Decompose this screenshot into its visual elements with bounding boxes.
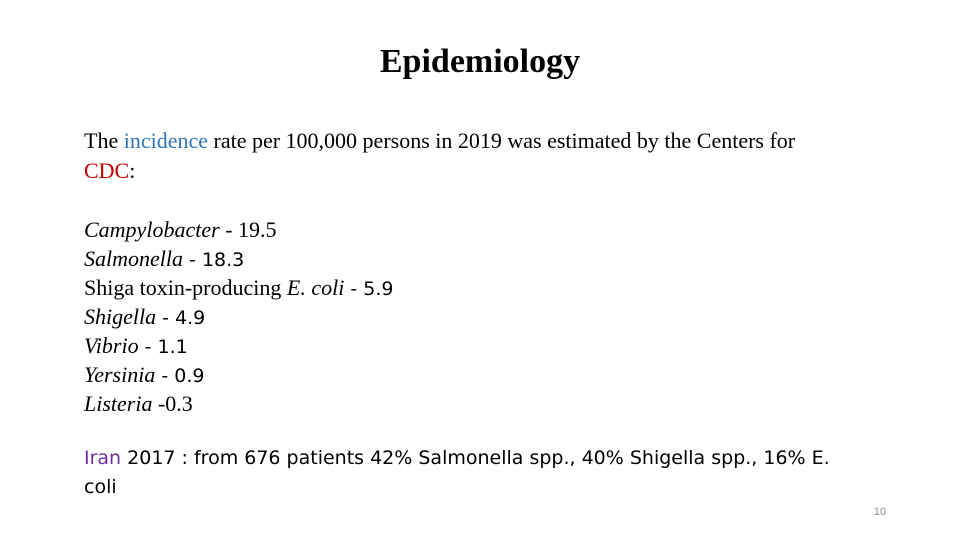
list-item <box>84 215 844 244</box>
rate-value: 19.5 <box>237 217 277 242</box>
rate-value: 18.3 <box>201 249 245 271</box>
separator: - <box>344 278 364 300</box>
list-item <box>84 302 844 331</box>
rate-value: 0.9 <box>174 365 205 387</box>
list-item <box>84 244 844 273</box>
incidence-term: incidence <box>123 128 208 153</box>
separator: - <box>152 391 166 416</box>
list-item <box>84 331 844 360</box>
intro-text-3: : <box>129 158 136 183</box>
rate-value: 1.1 <box>157 336 188 358</box>
separator: - <box>155 365 175 387</box>
separator: - <box>138 336 158 358</box>
organism-name: Campylobacter <box>84 217 220 242</box>
organism-name: Salmonella <box>84 246 183 271</box>
slide-title: Epidemiology <box>379 43 581 80</box>
organism-name: Yersinia <box>84 362 156 387</box>
iran-note <box>84 444 844 502</box>
organism-name: Listeria <box>84 391 153 416</box>
list-item <box>84 360 844 389</box>
separator: - <box>183 249 202 271</box>
page-number: 10 <box>873 506 887 518</box>
organism-prefix: Shiga toxin-producing <box>84 275 287 300</box>
list-item <box>84 273 844 302</box>
cdc-term: CDC <box>84 158 130 183</box>
rate-value: 5.9 <box>363 278 394 300</box>
list-item <box>84 389 844 418</box>
iran-note-text: 2017 : from 676 patients 42% Salmonella spp., 40% Shigella spp., 16% E. coli <box>84 447 830 498</box>
organism-name: Vibrio <box>84 333 139 358</box>
organism-name: E. coli <box>286 275 345 300</box>
iran-label: Iran <box>84 447 122 469</box>
intro-text-1: The <box>84 128 124 153</box>
separator: - <box>156 307 176 329</box>
intro-paragraph <box>84 126 844 186</box>
rate-value: 4.9 <box>175 307 206 329</box>
rate-value: 0.3 <box>165 391 193 416</box>
separator: - <box>219 217 238 242</box>
organism-name: Shigella <box>84 304 157 329</box>
incidence-list <box>84 215 844 418</box>
intro-text-2: rate per 100,000 persons in 2019 was estimated by the Centers for <box>208 128 796 153</box>
